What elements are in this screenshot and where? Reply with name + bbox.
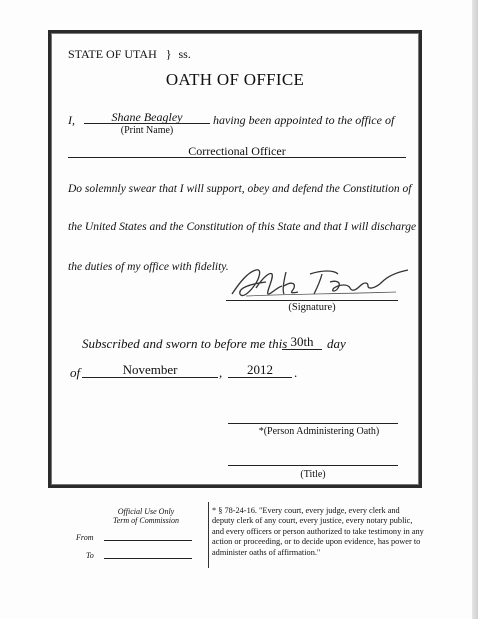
state-ss: ss. [178,47,191,61]
day-value: 30th [290,334,314,349]
administrator-title-line [228,465,398,466]
state-brace: } [165,47,172,61]
document-title: OATH OF OFFICE [165,70,305,89]
day-underline [282,349,322,350]
signature-line [226,300,398,301]
state-name: STATE OF UTAH [68,47,157,61]
date-period: . [294,365,298,380]
i-label: I, [68,113,75,127]
term-of-commission-label: Term of Commission [113,516,179,525]
oath-line-3: the duties of my office with fidelity. [68,261,229,273]
from-line [104,540,192,541]
signature-caption: (Signature) [288,302,336,313]
to-line [104,558,192,559]
administrator-signature-line [228,423,398,424]
appointed-text: having been appointed to the office of [213,113,395,127]
page-edge-shadow [472,0,478,619]
statute-note: * § 78-24-16. "Every court, every judge, every clerk and deputy clerk of any court, every justice, every notary public, and every officers or person authorized to take testimony in any action or proceeding, or to decide upon evidence, has power to administer oaths of affirmation." [212,506,424,557]
subscribed-text: Subscribed and sworn to before me this [82,336,288,351]
appointee-name: Shane Beagley [111,110,183,124]
oath-line-1: Do solemnly swear that I will support, obey and defend the Constitution of [68,183,412,195]
office-title: Correctional Officer [188,144,286,158]
from-label: From [76,533,94,542]
year-underline [228,377,292,378]
year-value: 2012 [247,362,273,377]
to-label: To [86,551,94,560]
handwritten-signature [226,264,411,304]
print-name-caption: (Print Name) [120,125,174,136]
official-use-label: Official Use Only [117,507,175,516]
state-header [68,47,191,62]
of-word: of [70,365,81,380]
month-underline [82,377,218,378]
month-value: November [122,362,178,377]
name-underline [84,123,210,124]
oath-form-border [48,30,422,488]
day-word: day [327,336,346,351]
date-comma: , [219,365,223,380]
oath-line-2: the United States and the Constitution of this State and that I will discharge [68,221,417,233]
administrator-caption: *(Person Administering Oath) [258,426,380,437]
administrator-title-caption: (Title) [300,469,326,480]
footer-divider [208,502,209,568]
office-underline [68,157,406,158]
